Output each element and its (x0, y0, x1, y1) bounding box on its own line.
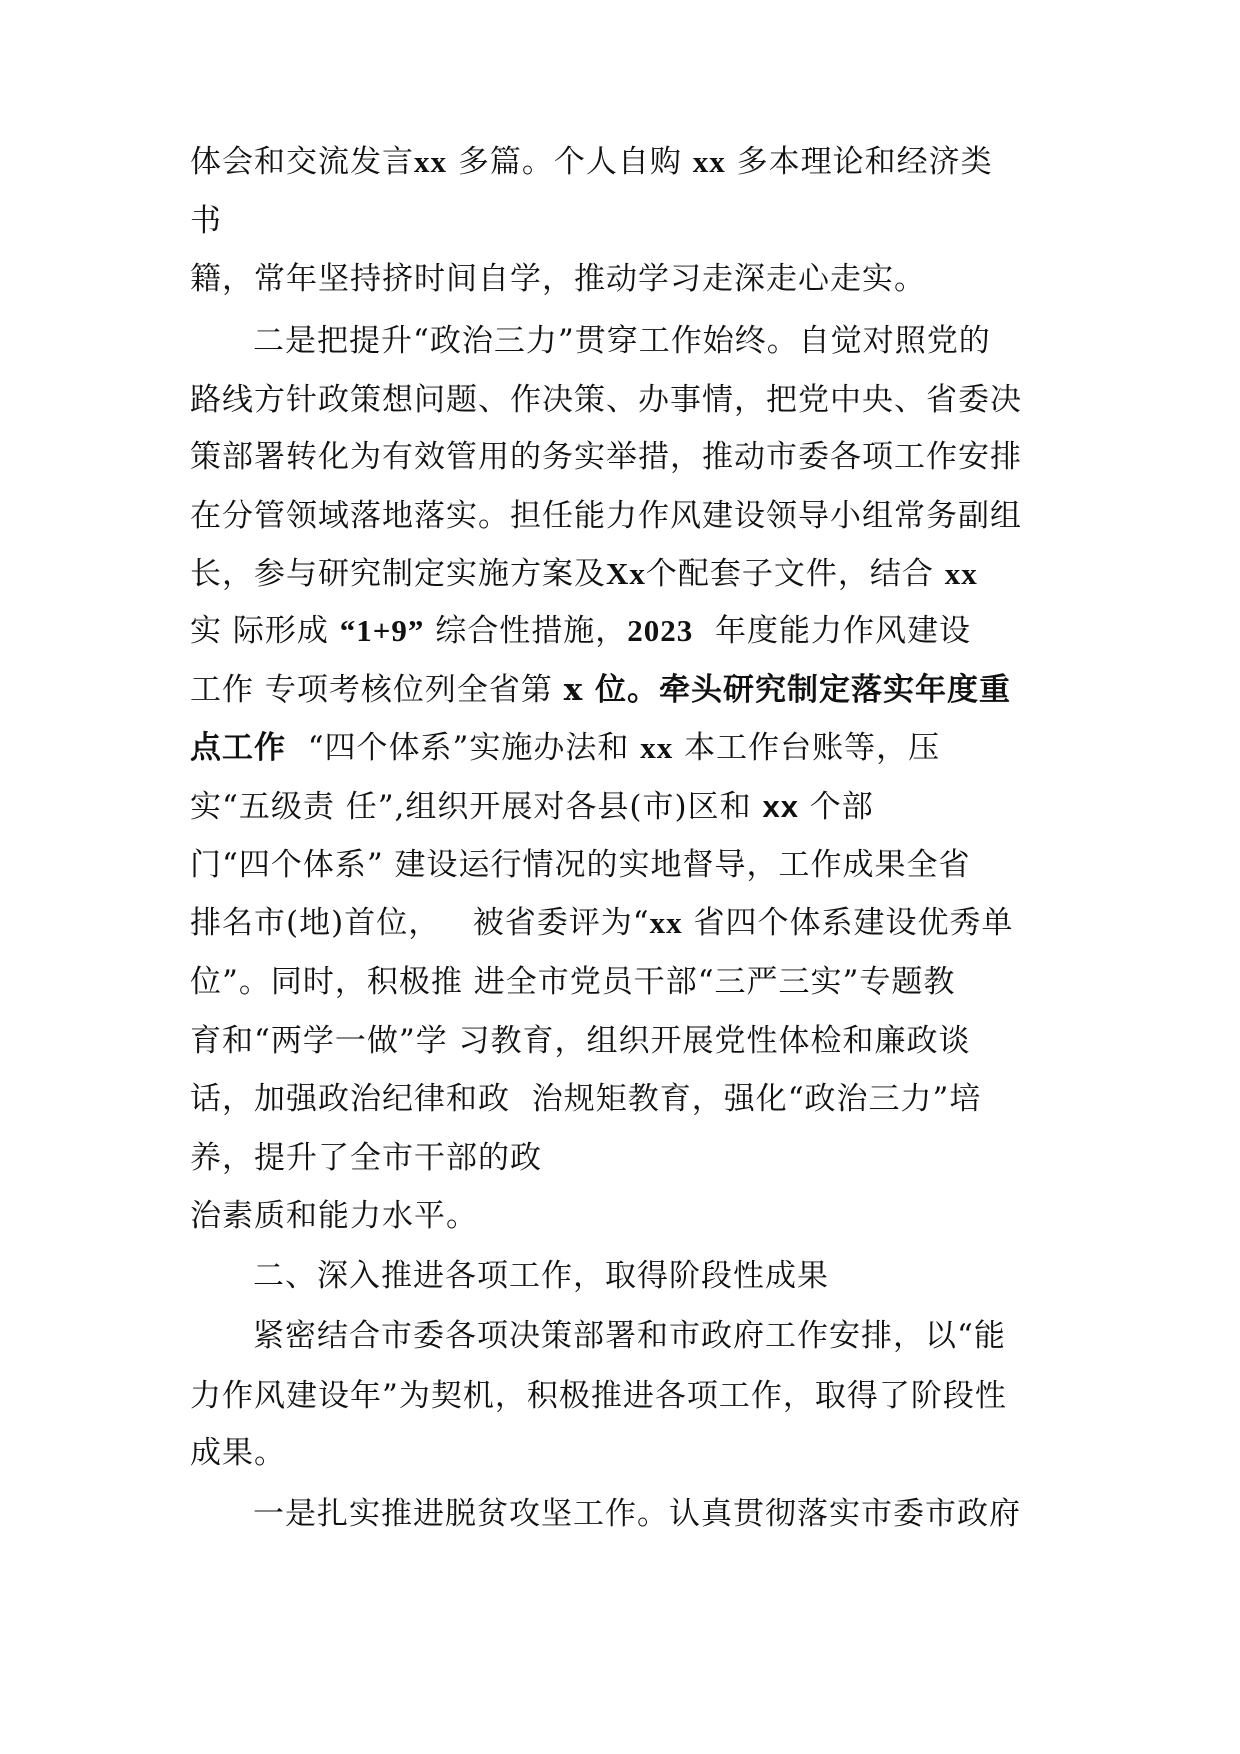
text-line (190, 1021, 971, 1061)
text-line (253, 1316, 1006, 1356)
text-segment: 多篇。个人自购 (447, 144, 693, 180)
bold-text-segment: xx (649, 905, 683, 940)
bold-text-segment: xx (762, 789, 799, 824)
text-line (190, 1079, 981, 1119)
text-segment: 工作 专项考核位列全省第 (190, 672, 564, 708)
text-line (190, 611, 971, 651)
text-segment: 籍，常年坚持挤时间自学，推动学习走深走心走实。 (190, 261, 926, 297)
text-line (253, 1256, 829, 1296)
text-line (190, 787, 874, 827)
text-segment: “四个体系”实施办法和 (286, 730, 641, 766)
text-line (190, 437, 1022, 477)
text-segment: 本工作台账等，压 (673, 730, 941, 766)
text-line (253, 321, 991, 361)
text-segment: 年度能力作风建设 (693, 613, 971, 649)
text-segment: 综合性措施， (424, 613, 628, 649)
text-line (253, 1494, 1021, 1534)
text-segment: 体会和交流发言 (190, 144, 414, 180)
text-line (190, 1196, 478, 1236)
bold-text-segment: xx (414, 144, 447, 179)
text-line (190, 201, 222, 241)
text-segment: 养，提升了全市干部的政 (190, 1140, 542, 1176)
text-line (190, 670, 1011, 710)
text-line (190, 1376, 1007, 1416)
bold-text-segment: xx (640, 730, 674, 765)
text-segment: 策部署转化为有效管用的务实举措，推动市委各项工作安排 (190, 439, 1022, 475)
text-line (190, 554, 978, 594)
text-line (190, 962, 955, 1002)
text-segment: 多本理论和经济类 (725, 144, 993, 180)
bold-text-segment: 点工作 (190, 730, 286, 766)
text-segment: 二、深入推进各项工作，取得阶段性成果 (253, 1258, 829, 1294)
text-segment: 书 (190, 203, 222, 239)
text-line (190, 728, 940, 768)
text-line (190, 1138, 542, 1178)
text-segment: 一是扎实推进脱贫攻坚工作。认真贯彻落实市委市政府 (253, 1496, 1021, 1532)
text-segment: 长，参与研究制定实施方案及 (190, 556, 606, 592)
bold-text-segment: Xx (606, 556, 646, 591)
text-line (190, 903, 1013, 943)
text-line (190, 259, 926, 299)
text-line (190, 142, 993, 182)
text-line (190, 1433, 286, 1473)
text-segment: 力作风建设年”为契机，积极推进各项工作，取得了阶段性 (190, 1378, 1007, 1414)
text-segment: 位”。同时，积极推 进全市党员干部“三严三实”专题教 (190, 964, 956, 1000)
text-segment: 治素质和能力水平。 (190, 1198, 478, 1234)
text-segment: 路线方针政策想问题、作决策、办事情，把党中央、省委决 (190, 382, 1022, 418)
text-segment: 排名市(地)首位， 被省委评为“ (190, 905, 650, 941)
text-segment: 个部 (798, 789, 874, 825)
text-segment: 成果。 (190, 1435, 286, 1471)
text-segment: 门“四个体系” 建设运行情况的实地督导，工作成果全省 (190, 847, 971, 883)
text-segment: 在分管领域落地落实。担任能力作风建设领导小组常务副组 (190, 498, 1022, 534)
bold-text-segment: xx (692, 144, 726, 179)
text-line (190, 496, 1022, 536)
bold-text-segment: x 位。牵头研究制定落实年度重 (563, 672, 1011, 708)
text-segment: 育和“两学一做”学 习教育，组织开展党性体检和廉政谈 (190, 1023, 971, 1059)
text-segment: 话，加强政治纪律和政 治规矩教育，强化“政治三力”培 (190, 1081, 982, 1117)
text-line (190, 380, 1022, 420)
text-segment: 紧密结合市委各项决策部署和市政府工作安排，以“能 (253, 1318, 1006, 1354)
text-segment: 省四个体系建设优秀单 (682, 905, 1014, 941)
text-segment: 个配套子文件，结合 (645, 556, 945, 592)
text-segment: 二是把提升“政治三力”贯穿工作始终。自觉对照党的 (253, 323, 991, 359)
text-segment: 实“五级责 任”,组织开展对各县(市)区和 (190, 789, 763, 825)
text-line (190, 845, 971, 885)
bold-text-segment: “1+9” (339, 613, 425, 648)
bold-text-segment: xx (944, 556, 978, 591)
text-segment: 实 际形成 (190, 613, 340, 649)
bold-text-segment: 2023 (627, 613, 694, 648)
